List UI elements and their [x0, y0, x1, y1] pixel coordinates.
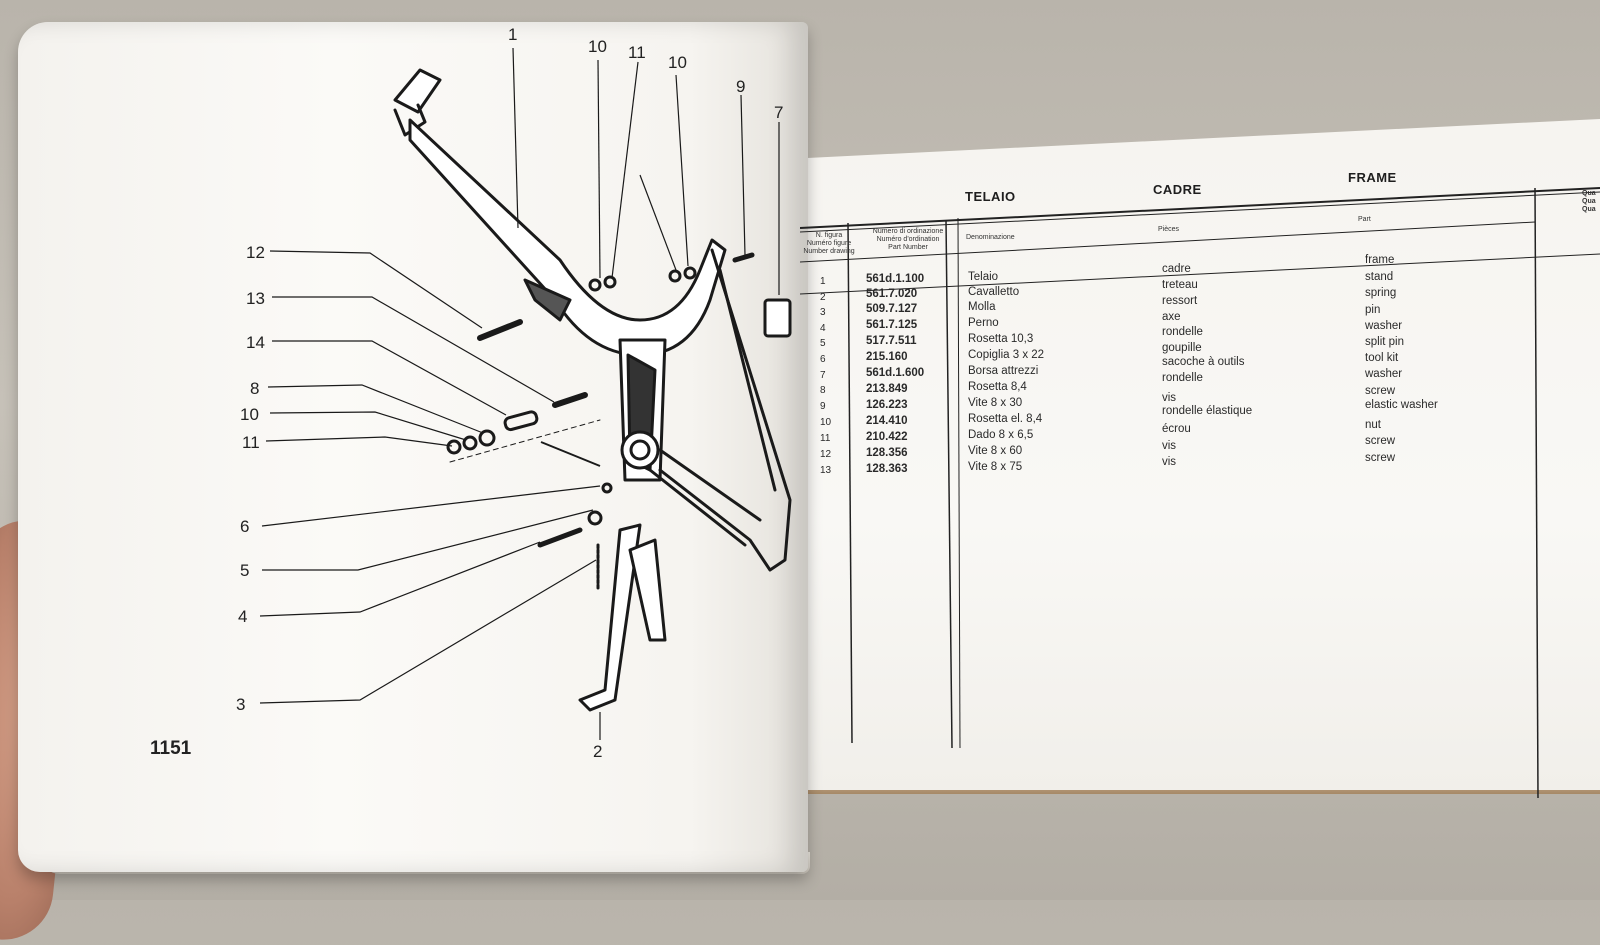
en-cell: washer: [1365, 320, 1403, 332]
col-num-header: Numero di ordinazione Numéro d'ordination Part Number: [872, 228, 944, 251]
it-cell: Vite 8 x 60: [968, 445, 1023, 457]
it-cell: Molla: [968, 301, 996, 313]
fig-cell: 10: [820, 417, 832, 428]
col-qty-header: Qua Qua Qua: [1582, 190, 1596, 213]
en-cell: screw: [1365, 385, 1396, 397]
part-number-cell: 561d.1.100: [866, 273, 925, 285]
callout-label: 4: [238, 607, 248, 626]
col-fr-header: Pièces: [1158, 226, 1180, 233]
it-cell: Rosetta el. 8,4: [968, 413, 1043, 425]
fr-cell: vis: [1162, 392, 1177, 404]
en-cell: screw: [1365, 435, 1396, 447]
en-cell: screw: [1365, 452, 1396, 464]
part-number-cell: 561d.1.600: [866, 367, 925, 379]
callout-label: 6: [240, 517, 250, 536]
callout-label: 1: [508, 25, 518, 44]
col-en-header: Part: [1358, 216, 1371, 223]
part-number-cell: 210.422: [866, 431, 908, 443]
part-number-cell: 561.7.020: [866, 288, 918, 300]
callout-label: 10: [668, 53, 687, 72]
callout-label: 10: [588, 37, 607, 56]
fig-cell: 11: [820, 433, 831, 444]
callout-label: 7: [774, 103, 784, 122]
callout-label: 2: [593, 742, 603, 761]
callout-label: 5: [240, 561, 250, 580]
fr-cell: rondelle: [1162, 326, 1203, 338]
fr-cell: treteau: [1162, 279, 1198, 291]
callout-label: 8: [250, 379, 260, 398]
it-cell: Copiglia 3 x 22: [968, 349, 1045, 361]
it-cell: Borsa attrezzi: [968, 365, 1039, 377]
fr-cell: rondelle élastique: [1162, 405, 1253, 417]
it-cell: Telaio: [968, 271, 999, 283]
en-cell: pin: [1365, 304, 1381, 316]
part-number-cell: 517.7.511: [866, 335, 917, 347]
fig-cell: 5: [820, 338, 826, 349]
header-it: TELAIO: [965, 189, 1016, 204]
en-cell: washer: [1365, 368, 1403, 380]
header-en: FRAME: [1348, 170, 1397, 185]
en-cell: nut: [1365, 419, 1381, 431]
it-cell: Rosetta 8,4: [968, 381, 1027, 393]
callout-label: 9: [736, 77, 746, 96]
part-number-cell: 126.223: [866, 399, 908, 411]
fig-cell: 13: [820, 465, 832, 476]
it-cell: Vite 8 x 30: [968, 397, 1023, 409]
fr-cell: goupille: [1162, 342, 1202, 354]
callout-label: 12: [246, 243, 265, 262]
part-number-cell: 509.7.127: [866, 303, 918, 315]
fr-cell: vis: [1162, 456, 1177, 468]
page-number: 1151: [150, 738, 192, 759]
en-cell: elastic washer: [1365, 399, 1438, 411]
fr-cell: cadre: [1162, 263, 1191, 275]
fr-cell: vis: [1162, 440, 1177, 452]
fig-cell: 7: [820, 370, 826, 381]
it-cell: Dado 8 x 6,5: [968, 429, 1034, 441]
callout-label: 10: [240, 405, 259, 424]
fr-cell: sacoche à outils: [1162, 356, 1245, 368]
frame-drawing: [0, 0, 800, 880]
fig-cell: 1: [820, 276, 826, 287]
fig-cell: 2: [820, 292, 826, 303]
table-rules: [800, 118, 1600, 798]
col-it-header: Denominazione: [966, 234, 1015, 241]
fig-cell: 4: [820, 323, 826, 334]
fig-cell: 6: [820, 354, 826, 365]
part-number-cell: 214.410: [866, 415, 908, 427]
en-cell: frame: [1365, 254, 1395, 266]
callout-label: 11: [242, 433, 260, 452]
fig-cell: 8: [820, 385, 826, 396]
callout-label: 3: [236, 695, 246, 714]
fig-cell: 9: [820, 401, 826, 412]
en-cell: stand: [1365, 271, 1394, 283]
callout-label: 13: [246, 289, 265, 308]
part-number-cell: 213.849: [866, 383, 908, 395]
fig-cell: 12: [820, 449, 832, 460]
part-number-cell: 128.363: [866, 463, 908, 475]
it-cell: Cavalletto: [968, 286, 1020, 298]
it-cell: Perno: [968, 317, 999, 329]
callout-label: 11: [628, 43, 646, 62]
col-fig-header: N. figura Numéro figure Number drawing: [803, 232, 855, 255]
en-cell: split pin: [1365, 336, 1404, 348]
header-fr: CADRE: [1153, 182, 1202, 197]
part-number-cell: 215.160: [866, 351, 908, 363]
fr-cell: ressort: [1162, 295, 1198, 307]
fr-cell: rondelle: [1162, 372, 1203, 384]
part-number-cell: 128.356: [866, 447, 908, 459]
it-cell: Vite 8 x 75: [968, 461, 1023, 473]
it-cell: Rosetta 10,3: [968, 333, 1034, 345]
en-cell: spring: [1365, 287, 1397, 299]
en-cell: tool kit: [1365, 352, 1399, 364]
fr-cell: écrou: [1162, 423, 1191, 435]
fig-cell: 3: [820, 307, 826, 318]
fr-cell: axe: [1162, 311, 1181, 323]
callout-label: 14: [246, 333, 265, 352]
part-number-cell: 561.7.125: [866, 319, 918, 331]
